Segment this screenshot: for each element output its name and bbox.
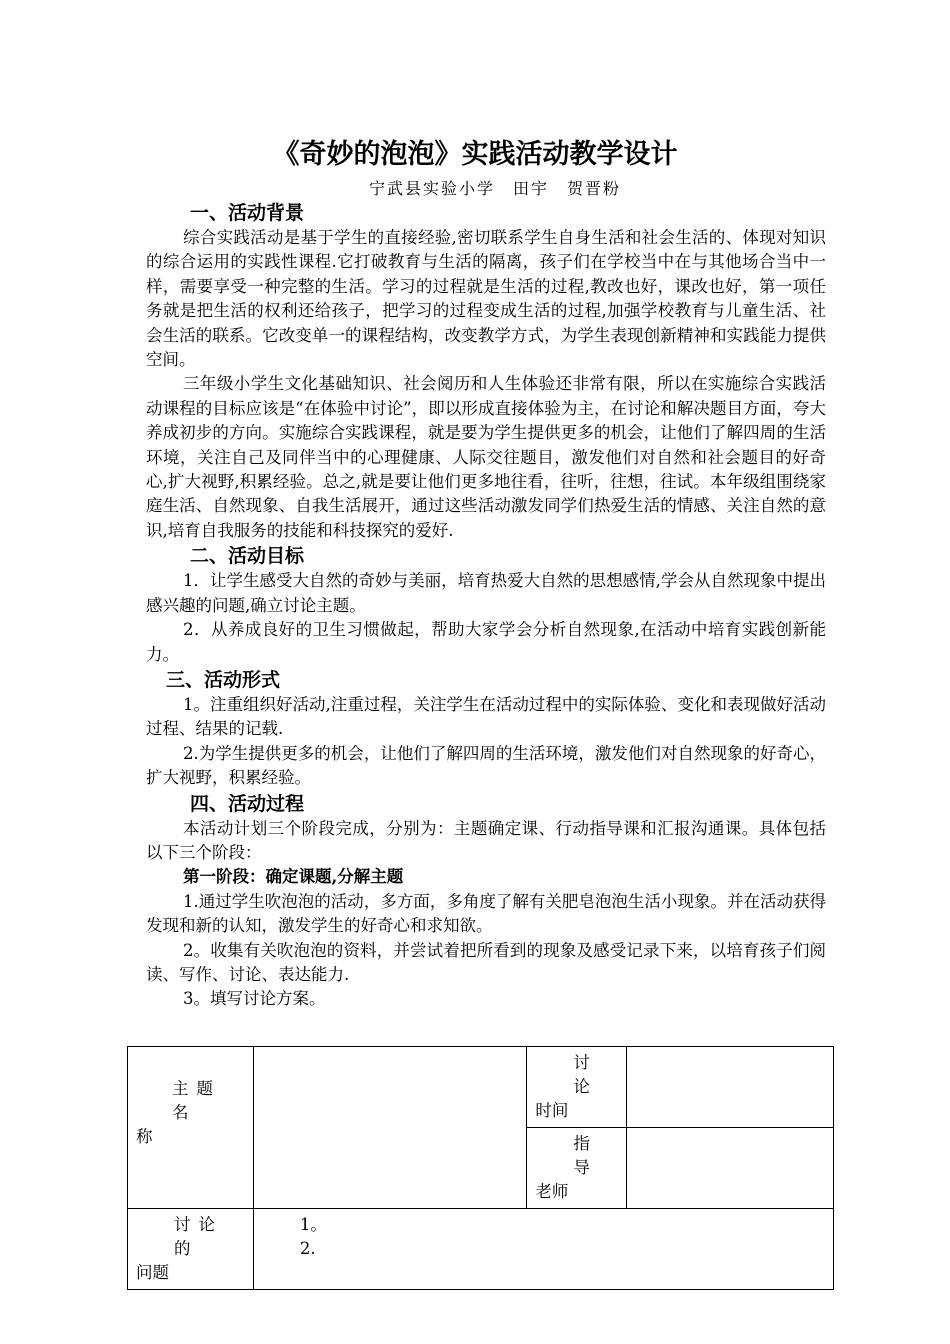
paragraph: 综合实践活动是基于学生的直接经验,密切联系学生自身生活和社会生活的、体现对知识的综合运用的实践性课程.它打破教育与生活的隔离，孩子们在学校当中在与其他场合当中一样，需要享受一种完整的生活。学习的过程就是生活的过程,教改也好，课改也好，第一项任务就是把生活的权利还给孩子，把学习的过程变成生活的过程,加强学校教育与儿童生活、社会生活的联系。它改变单一的课程结构，改变教学方式，为学生表现创新精神和实践能力提供空间。 [146, 228, 826, 370]
paragraph: 本活动计划三个阶段完成，分别为：主题确定课、行动指导课和汇报沟通课。具体包括以下三个阶段： [146, 818, 826, 862]
document-body [146, 200, 826, 1012]
page-title: 《奇妙的泡泡》实践活动教学设计 [272, 139, 678, 170]
paragraph: 2.为学生提供更多的机会，让他们了解四周的生活环境，激发他们对自然现象的好奇心，扩大视野，积累经验。 [146, 743, 826, 788]
stage-heading: 第一阶段：确定课题,分解主题 [183, 867, 404, 887]
teacher-label: 指导 [573, 1134, 598, 1177]
question-value-cell [253, 1209, 833, 1290]
question-label-wrap: 问题 [136, 1263, 169, 1282]
teacher-value-cell [627, 1128, 834, 1209]
topic-name-label: 主题名 [172, 1079, 221, 1122]
question-item: 2. [299, 1239, 316, 1258]
time-label: 讨论 [573, 1053, 598, 1096]
paragraph: 1．让学生感受大自然的奇妙与美丽，培育热爱大自然的思想感情,学会从自然现象中提出感兴趣的问题,确立讨论主题。 [146, 571, 826, 615]
question-label: 讨论的 [174, 1215, 223, 1258]
section-heading-background: 一、活动背景 [190, 202, 305, 224]
time-label-wrap: 时间 [535, 1101, 569, 1120]
paragraph: 三年级小学生文化基础知识、社会阅历和人生体验还非常有限，所以在实施综合实践活动课程的目标应该是“在体验中讨论”，即以形成直接体验为主，在讨论和解决题目方面，夸大养成初步的方向。实施综合实践课程，就是要为学生提供更多的机会，让他们了解四周的生活环境，关注自己及同伴当中的心理健康、人际交往题目，激发他们对自然和社会题目的好奇心,扩大视野,积累经验。总之,就是要让他们更多地往看，往听，往想，往试。本年级组围绕家庭生活、自然现象、自我生活展开，通过这些活动激发同学们热爱生活的情感、关注自然的意识,培育自我服务的技能和科技探究的爱好. [146, 374, 826, 540]
topic-name-label-wrap: 称 [136, 1127, 153, 1146]
time-value-cell [627, 1047, 834, 1128]
topic-name-value-cell [253, 1047, 527, 1209]
teacher-label-cell [527, 1128, 627, 1209]
paragraph: 2。收集有关吹泡泡的资料，并尝试着把所看到的现象及感受记录下来，以培育孩子们阅读、写作、讨论、表达能力. [146, 940, 826, 984]
paragraph: 1。注重组织好活动,注重过程，关注学生在活动过程中的实际体验、变化和表现做好活动过程、结果的记载. [146, 694, 826, 739]
authors-line: 宁武县实验小学 田宇 贺晋粉 [368, 179, 621, 198]
topic-name-label-cell [128, 1047, 254, 1209]
question-label-cell [128, 1209, 254, 1290]
paragraph: 1.通过学生吹泡泡的活动，多方面，多角度了解有关肥皂泡泡生活小现象。并在活动获得发现和新的认知，激发学生的好奇心和求知欲。 [146, 891, 826, 936]
plan-table [127, 1046, 834, 1290]
section-heading-goals: 二、活动目标 [190, 545, 305, 568]
teacher-label-wrap: 老师 [535, 1182, 569, 1201]
time-label-cell [527, 1047, 627, 1128]
paragraph: 3。填写讨论方案。 [183, 989, 326, 1009]
paragraph: 2．从养成良好的卫生习惯做起，帮助大家学会分析自然现象,在活动中培育实践创新能力。 [146, 620, 826, 664]
section-heading-process: 四、活动过程 [190, 792, 305, 815]
section-heading-format: 三、活动形式 [166, 668, 281, 691]
question-item: 1。 [299, 1215, 327, 1234]
